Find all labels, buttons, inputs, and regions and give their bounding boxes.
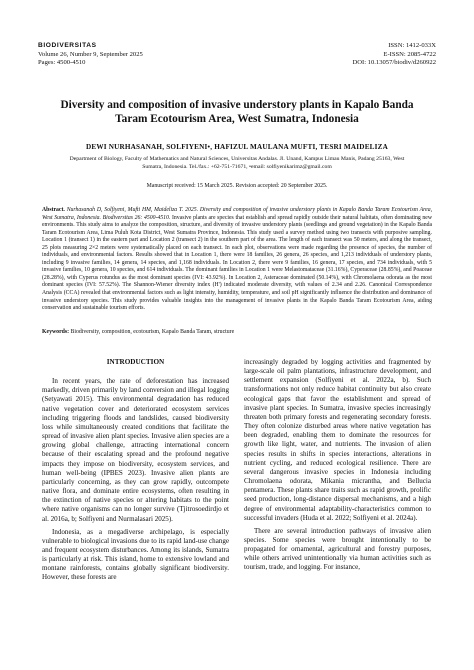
journal-issn: ISSN: 1412-033X [388, 42, 436, 49]
journal-pages: Pages: 4500-4510 [38, 59, 86, 67]
header-left [38, 42, 143, 68]
keywords-block [42, 329, 432, 335]
section-heading-introduction: INTRODUCTION [106, 358, 165, 366]
article-doi: DOI: 10.13057/biodiv/d260922 [352, 59, 436, 67]
affiliation [60, 156, 414, 171]
author-list: DEWI NURHASANAH, SOLFIYENI•, HAFIZUL MAULANA MUFTI, TESRI MAIDELIZA [85, 143, 389, 151]
affiliation-line-2: Sumatra, Indonesia. Tel./fax.: +62-751-71671, •email: solfiyenikarimz@gmail.com [142, 163, 332, 170]
body-column-right [244, 358, 431, 573]
abstract-text: Invasive plants are species that establish and spread rapidly outside their natural habitats, often dominating new environments. This study aims to analyze the composition, structure, and diversity of invasive understory plants (seedlings and ground vegetation) in the Kapalo Banda Taram Ecotourism Area, Lima Puluh Kota District, West Sumatra Province, Indonesia. This study used a survey method using two transects with purposive sampling. Location 1 (transect 1) in the eastern part and Location 2 (transect 2) in the southern part of the area. The length of each transect was 50 meters, and along the transect, 25 plots measuring 2×2 meters were systematically placed on each transect. In each plot, observations were made regarding the presence of species, the number of individuals, and environmental factors. Results showed that in Location 1, there were 18 families, 26 genera, 26 species, and 1,213 individuals of understory plants, including 9 invasive families, 14 genera, 14 species, and 1,168 individuals. In Location 2, there were 9 families, 16 genera, 17 species, and 734 individuals, with 5 invasive families, 10 genera, 10 species, and 614 individuals. The dominant families in Location 1 were Melastomataceae (31.16%), Cyperaceae (28.85%), and Poaceae (28.28%), with Cyperus rotundus as the most dominant species (IVI: 43.92%). In Location 2, Asteraceae dominated (50.14%), with Chromolaena odorata as the most dominant species (IVI: 57.52%). The Shannon-Wiener diversity index (H') indicated moderate diversity, with values of 2.34 and 2.26. Canonical Correspondence Analysis (CCA) revealed that environmental factors such as light intensity, humidity, temperature, and soil pH significantly influence the distribution and dominance of invasive understory species. This study provides valuable insights into the management of invasive plants in the Kapalo Banda Taram Ecotourism Area, aiding conservation and sustainable tourism efforts. [42, 214, 432, 312]
header-right [352, 42, 436, 68]
journal-eissn: E-ISSN: 2085-4722 [383, 50, 436, 58]
keywords-text: Biodiversity, composition, ecotourism, Kapalo Banda Taram, structure [70, 329, 235, 335]
journal-header [38, 42, 436, 74]
intro-paragraph-2: Indonesia, as a megadiverse archipelago, is especially vulnerable to biological invasions due to its rapid land-use change and frequent ecosystem disturbances. Among its islands, Sumatra is particularly at risk. This island, home to extensive lowland and montane rainforests, contains globally significant biodiversity. However, these forests are [42, 527, 229, 582]
manuscript-dates: Manuscript received: 15 March 2025. Revision accepted: 20 September 2025. [146, 183, 328, 189]
intro-paragraph-4: There are several introduction pathways of invasive alien species. Some species were brought intentionally to be propagated for ornamental, agricultural and forestry purposes, while others arrived unintentionally via human activities such as tourism, trade, and logging. For instance, [244, 526, 431, 572]
body-column-left [42, 358, 229, 583]
abstract-label: Abstract. [42, 207, 65, 213]
intro-paragraph-1: In recent years, the rate of deforestation has increased markedly, driven primarily by land conversion and illegal logging (Setyawati 2015). This environmental degradation has reduced native vegetation cover and deteriorated ecosystem services including triggering floods and landslides, caused biodiversity loss while simultaneously created conditions that facilitate the spread of invasive alien plant species. Invasive alien species are a growing global challenge, attracting international concern because of their escalating spread and the profound negative impacts they impose on biodiversity, ecosystem services, and human well-being (IPBES 2023). Invasive alien plants are particularly concerning, as they can grow rapidly, outcompete native flora, and dominate entire ecosystems, often resulting in the extinction of native species or altering habitats to the point where native organisms can no longer survive (Tjitrosoedirdjo et al. 2016a, b; Solfiyeni and Nurmalasari 2025). [42, 377, 229, 523]
journal-name: BIODIVERSITAS [38, 42, 97, 49]
keywords-label: Keywords: [42, 329, 70, 335]
article-title: Diversity and composition of invasive understory plants in Kapalo Banda Taram Ecotourism Area, West Sumatra, Indonesia [60, 99, 414, 125]
journal-volume: Volume 26, Number 9, September 2025 [38, 50, 143, 58]
abstract-block [42, 207, 432, 313]
intro-paragraph-3: increasingly degraded by logging activities and fragmented by large-scale oil palm plantations, infrastructure development, and settlement expansion (Solfiyeni et al. 2022a, b). Such transformations not only reduce habitat continuity but also create ecological gaps that favor the establishment and spread of invasive plant species. In Sumatra, invasive species increasingly threaten both primary forests and regenerating secondary forests. They often colonize disturbed areas where native vegetation has been degraded, enabling them to dominate the resources for growth like light, water, and nutrients. The invasion of alien species results in shifts in species interactions, alterations in nutrient cycling, and reduced ecological resilience. There are several dangerous invasive species in Indonesia including Chromolaena odorata, Mikania micrantha, and Bellucia pentamera. These plants share traits such as rapid growth, prolific seed production, long-distance dispersal mechanisms, and a high degree of environmental adaptability-characteristics common to successful invaders (Huda et al. 2022; Solfiyeni et al. 2024a). [244, 358, 431, 522]
abstract-citation: Nurhasanah D, Solfiyeni, Mufti HM, Maideliza T. 2025. Diversity and composition of invasive understory plants in Kapalo Banda Taram Ecotourism Area, West Sumatra, Indonesia. Biodiversitas 26: 4500-4510. [42, 207, 433, 221]
affiliation-line-1: Department of Biology, Faculty of Mathematics and Natural Sciences, Universitas Andalas. Jl. Unand, Kampus Limau Manis, Padang 25163, West [69, 156, 405, 162]
